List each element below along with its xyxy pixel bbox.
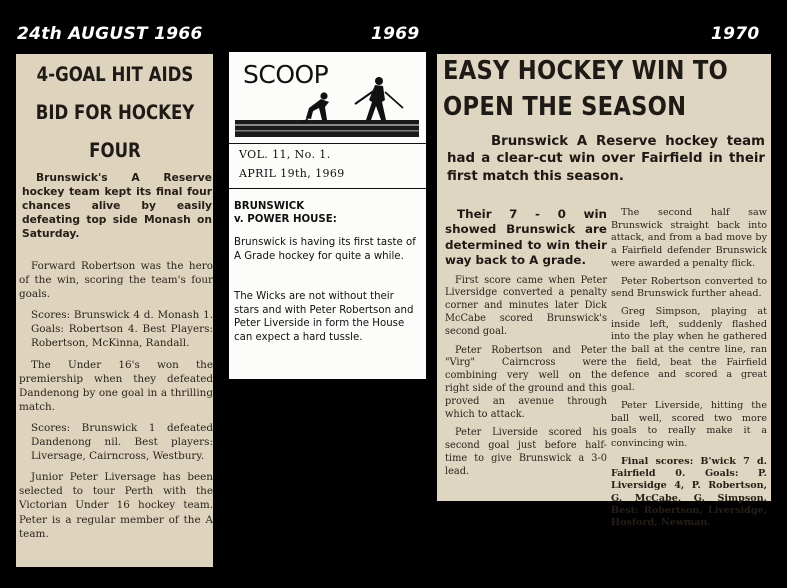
clipping-1970-headline-line1: EASY HOCKEY WIN TO [443, 56, 729, 86]
clipping-1966-paragraph: Scores: Brunswick 1 defeated Dandenong nil. Best players: Liversage, Cairncross, Westbury. [31, 421, 213, 463]
clipping-1970-right-column [611, 207, 767, 529]
clipping-1966-paragraph: Junior Peter Liversage has been selected to tour Perth with the Victorian Under 16 hockey team. Peter is a regular member of the A team. [19, 471, 213, 540]
clipping-1970-headline-line2: OPEN THE SEASON [443, 92, 687, 122]
clipping-1970-intro: Their 7 - 0 win showed Brunswick are determined to win their way back to A grade. [445, 207, 607, 268]
newsletter-masthead: SCOOP [243, 60, 329, 89]
clipping-1966-paragraph: The Under 16's won the premiership when they defeated Dandenong by one goal in a thrilling match. [19, 358, 213, 413]
article-subhead [234, 200, 337, 226]
clipping-1966 [16, 54, 213, 567]
clipping-1970 [437, 54, 771, 529]
date-divider [229, 188, 426, 189]
clipping-1970-left-column [445, 207, 607, 479]
year-label-1969: 1969 [371, 24, 420, 44]
year-label-1970: 1970 [711, 24, 760, 44]
clipping-1970-lead: Brunswick A Reserve hockey team had a clear-cut win over Fairfield in their first match this season. [447, 134, 765, 184]
clipping-1970-final-scores: Final scores: B'wick 7 d. Fairfield 0. Goals: P. Liversidge 4, P. Robertson, G. McCabe, G. Simpson. Best: Robertson, Liversidge, Hosford, Newman. [611, 455, 767, 529]
clipping-1969 [229, 52, 426, 379]
article-subhead-line: v. POWER HOUSE: [234, 214, 337, 225]
clipping-1970-paragraph: Peter Liverside scored his second goal just before half-time to give Brunswick a 3-0 lead. [445, 427, 607, 477]
year-label-1966: 24th AUGUST 1966 [17, 24, 203, 44]
article-subhead-line: BRUNSWICK [234, 201, 305, 212]
clipping-1966-body [19, 259, 213, 548]
newsletter-volume: VOL. 11, No. 1. [239, 148, 331, 161]
newsletter-date: APRIL 19th, 1969 [239, 167, 345, 180]
clipping-1970-paragraph: Peter Liverside, hitting the ball well, scored two more goals to really make it a convincing win. [611, 399, 767, 449]
clipping-1966-headline: 4-GOAL HIT AIDS BID FOR HOCKEY FOUR [35, 63, 195, 162]
article-paragraph: Brunswick is having its first taste of A Grade hockey for quite a while. [234, 237, 416, 262]
clipping-1970-paragraph: Greg Simpson, playing at inside left, suddenly flashed into the play when he gathered the ball at the centre line, ran the field, beat the Fairfield defence and scored a great goal. [611, 305, 767, 394]
clipping-1966-paragraph: Forward Robertson was the hero of the win, scoring the team's four goals. [19, 260, 213, 301]
clipping-1970-paragraph: First score came when Peter Liversidge converted a penalty corner and minutes later Dick McCabe scored Brunswick's second goal. [445, 274, 607, 337]
clipping-1970-paragraph: Peter Robertson and Peter "Virg" Cairncross were combining very well on the right side of the ground and this proved an avenue through which to attack. [445, 344, 607, 420]
clipping-1966-paragraph: Scores: Brunswick 4 d. Monash 1. Goals: Robertson 4. Best Players: Robertson, McKinna, Randall. [31, 309, 213, 350]
clipping-1970-paragraph: The second half saw Brunswick straight back into attack, and from a bad move by a Fairfield defender Brunswick were awarded a penalty flick. [611, 207, 767, 269]
clipping-1966-lead: Brunswick's A Reserve hockey team kept its final four chances alive by easily defeating top side Monash on Saturday. [22, 171, 212, 240]
article-paragraph: The Wicks are not without their stars and with Peter Robertson and Peter Liverside in form the House can expect a hard tussle. [234, 291, 414, 343]
masthead-divider [229, 143, 426, 144]
clipping-1970-paragraph: Peter Robertson converted to send Brunswick further ahead. [611, 275, 767, 300]
